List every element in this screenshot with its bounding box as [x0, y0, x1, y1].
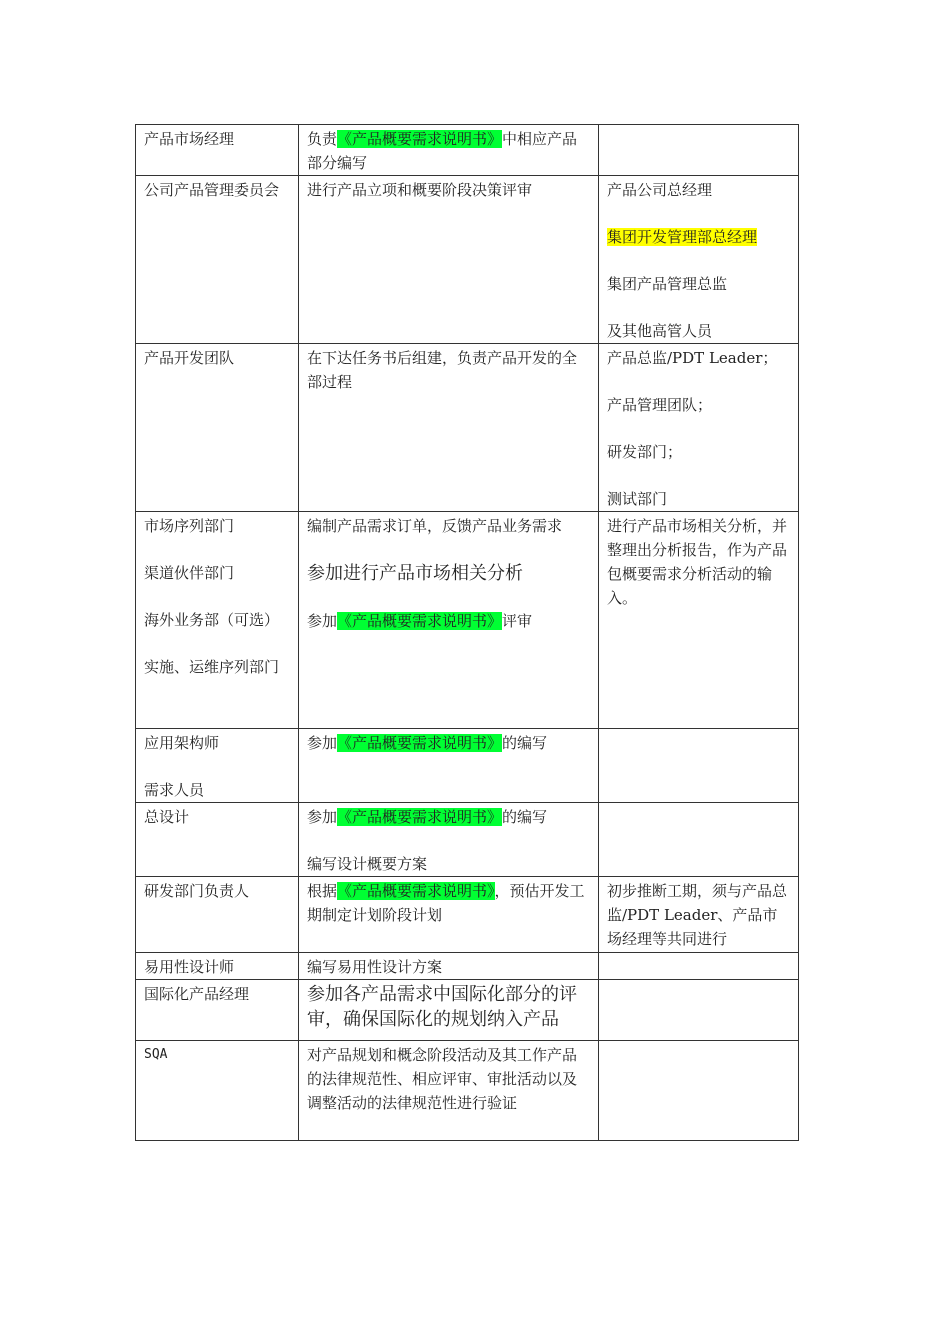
- duty-cell: [299, 980, 599, 1041]
- note-paragraph: [607, 487, 790, 511]
- duty-paragraph: [307, 561, 590, 586]
- text-segment: ，预估开发工期制定计划阶段计划: [307, 882, 585, 924]
- note-cell: [599, 176, 799, 344]
- text-segment: 评审: [502, 612, 533, 630]
- text-segment: 总设计: [144, 808, 190, 826]
- text-segment: 产品总监/PDT Leader；: [607, 349, 778, 367]
- table-row: [136, 729, 799, 803]
- duty-cell: [299, 344, 599, 512]
- role-cell: [136, 953, 299, 980]
- role-cell: [136, 803, 299, 877]
- table-row: [136, 125, 799, 176]
- text-segment: 渠道伙伴部门: [144, 564, 235, 582]
- text-segment: 编写设计概要方案: [307, 855, 428, 873]
- note-cell: [599, 803, 799, 877]
- duty-paragraph: [307, 127, 590, 175]
- duty-paragraph: [307, 955, 590, 979]
- duty-paragraph: [307, 609, 590, 633]
- duty-paragraph: [307, 879, 590, 927]
- text-segment: 负责: [307, 130, 338, 148]
- text-segment: 的编写: [502, 808, 548, 826]
- role-cell: [136, 877, 299, 953]
- highlighted-text: 《产品概要需求说明书》: [337, 734, 503, 752]
- note-paragraph: [607, 393, 790, 417]
- table-row: [136, 980, 799, 1041]
- text-segment: 产品管理团队；: [607, 396, 713, 414]
- note-cell: [599, 512, 799, 729]
- text-segment: 编写易用性设计方案: [307, 958, 443, 976]
- text-segment: 海外业务部（可选）: [144, 611, 280, 629]
- duty-paragraph: [307, 1043, 590, 1115]
- note-cell: [599, 344, 799, 512]
- role-paragraph: [144, 982, 290, 1006]
- role-paragraph: [144, 955, 290, 979]
- role-cell: [136, 344, 299, 512]
- role-paragraph: [144, 879, 290, 903]
- table-row: [136, 1041, 799, 1141]
- text-segment: 进行产品立项和概要阶段决策评审: [307, 181, 533, 199]
- text-segment: 参加: [307, 808, 338, 826]
- role-paragraph: [144, 655, 290, 679]
- text-segment: 参加各产品需求中国际化部分的评审，确保国际化的规划纳入产品: [307, 984, 577, 1030]
- role-cell: [136, 729, 299, 803]
- note-cell: [599, 125, 799, 176]
- text-segment: 研发部门负责人: [144, 882, 250, 900]
- text-segment: 初步推断工期，须与产品总监/PDT Leader、产品市场经理等共同进行: [607, 882, 788, 948]
- text-segment: 产品开发团队: [144, 349, 235, 367]
- text-segment: 参加: [307, 734, 338, 752]
- table-row: [136, 344, 799, 512]
- note-cell: [599, 1041, 799, 1141]
- note-paragraph: [607, 178, 790, 202]
- highlighted-text: 《产品概要需求说明书》: [337, 882, 495, 900]
- text-segment: 产品市场经理: [144, 130, 235, 148]
- responsibility-table: [135, 124, 799, 1141]
- note-paragraph: [607, 514, 790, 610]
- duty-cell: [299, 877, 599, 953]
- duty-paragraph: [307, 805, 590, 829]
- role-cell: [136, 1041, 299, 1141]
- highlighted-text: 《产品概要需求说明书》: [337, 612, 503, 630]
- note-cell: [599, 980, 799, 1041]
- text-segment: 根据: [307, 882, 338, 900]
- text-segment: 进行产品市场相关分析，并整理出分析报告，作为产品包概要需求分析活动的输入。: [607, 517, 788, 607]
- note-paragraph: [607, 440, 790, 464]
- duty-cell: [299, 953, 599, 980]
- table-row: [136, 877, 799, 953]
- note-cell: [599, 729, 799, 803]
- duty-paragraph: [307, 346, 590, 394]
- text-segment: 需求人员: [144, 781, 205, 799]
- role-paragraph: [144, 1043, 290, 1067]
- role-paragraph: [144, 514, 290, 538]
- duty-paragraph: [307, 982, 590, 1032]
- text-segment: 及其他高管人员: [607, 322, 713, 340]
- text-segment: 在下达任务书后组建，负责产品开发的全部过程: [307, 349, 578, 391]
- table-row: [136, 176, 799, 344]
- note-paragraph: [607, 346, 790, 370]
- note-paragraph: [607, 225, 790, 249]
- duty-cell: [299, 125, 599, 176]
- duty-cell: [299, 803, 599, 877]
- note-paragraph: [607, 319, 790, 343]
- highlighted-text: 《产品概要需求说明书》: [337, 808, 503, 826]
- text-segment: 参加进行产品市场相关分析: [307, 563, 523, 584]
- text-segment: 编制产品需求订单，反馈产品业务需求: [307, 517, 563, 535]
- note-paragraph: [607, 879, 790, 951]
- role-cell: [136, 176, 299, 344]
- highlighted-text: 集团开发管理部总经理: [607, 228, 758, 246]
- text-segment: 参加: [307, 612, 338, 630]
- role-cell: [136, 125, 299, 176]
- text-segment: 的编写: [502, 734, 548, 752]
- duty-paragraph: [307, 731, 590, 755]
- text-segment: 国际化产品经理: [144, 985, 250, 1003]
- duty-paragraph: [307, 852, 590, 876]
- note-paragraph: [607, 272, 790, 296]
- role-paragraph: [144, 561, 290, 585]
- role-cell: [136, 980, 299, 1041]
- text-segment: SQA: [144, 1047, 168, 1062]
- text-segment: 中相应产品部分编写: [307, 130, 578, 172]
- duty-cell: [299, 176, 599, 344]
- role-paragraph: [144, 778, 290, 802]
- text-segment: 研发部门；: [607, 443, 683, 461]
- text-segment: 产品公司总经理: [607, 181, 713, 199]
- text-segment: 实施、运维序列部门: [144, 658, 280, 676]
- text-segment: 应用架构师: [144, 734, 220, 752]
- duty-cell: [299, 729, 599, 803]
- duty-paragraph: [307, 178, 590, 202]
- duty-cell: [299, 512, 599, 729]
- role-paragraph: [144, 178, 290, 202]
- role-cell: [136, 512, 299, 729]
- role-paragraph: [144, 805, 290, 829]
- text-segment: 市场序列部门: [144, 517, 235, 535]
- table-row: [136, 512, 799, 729]
- role-paragraph: [144, 731, 290, 755]
- note-cell: [599, 877, 799, 953]
- note-cell: [599, 953, 799, 980]
- text-segment: 公司产品管理委员会: [144, 181, 280, 199]
- role-paragraph: [144, 127, 290, 151]
- highlighted-text: 《产品概要需求说明书》: [337, 130, 503, 148]
- role-paragraph: [144, 608, 290, 632]
- text-segment: 对产品规划和概念阶段活动及其工作产品的法律规范性、相应评审、审批活动以及调整活动的法律规范性进行验证: [307, 1046, 578, 1112]
- table-row: [136, 953, 799, 980]
- table-row: [136, 803, 799, 877]
- duty-cell: [299, 1041, 599, 1141]
- text-segment: 测试部门: [607, 490, 668, 508]
- text-segment: 易用性设计师: [144, 958, 235, 976]
- text-segment: 集团产品管理总监: [607, 275, 728, 293]
- role-paragraph: [144, 346, 290, 370]
- duty-paragraph: [307, 514, 590, 538]
